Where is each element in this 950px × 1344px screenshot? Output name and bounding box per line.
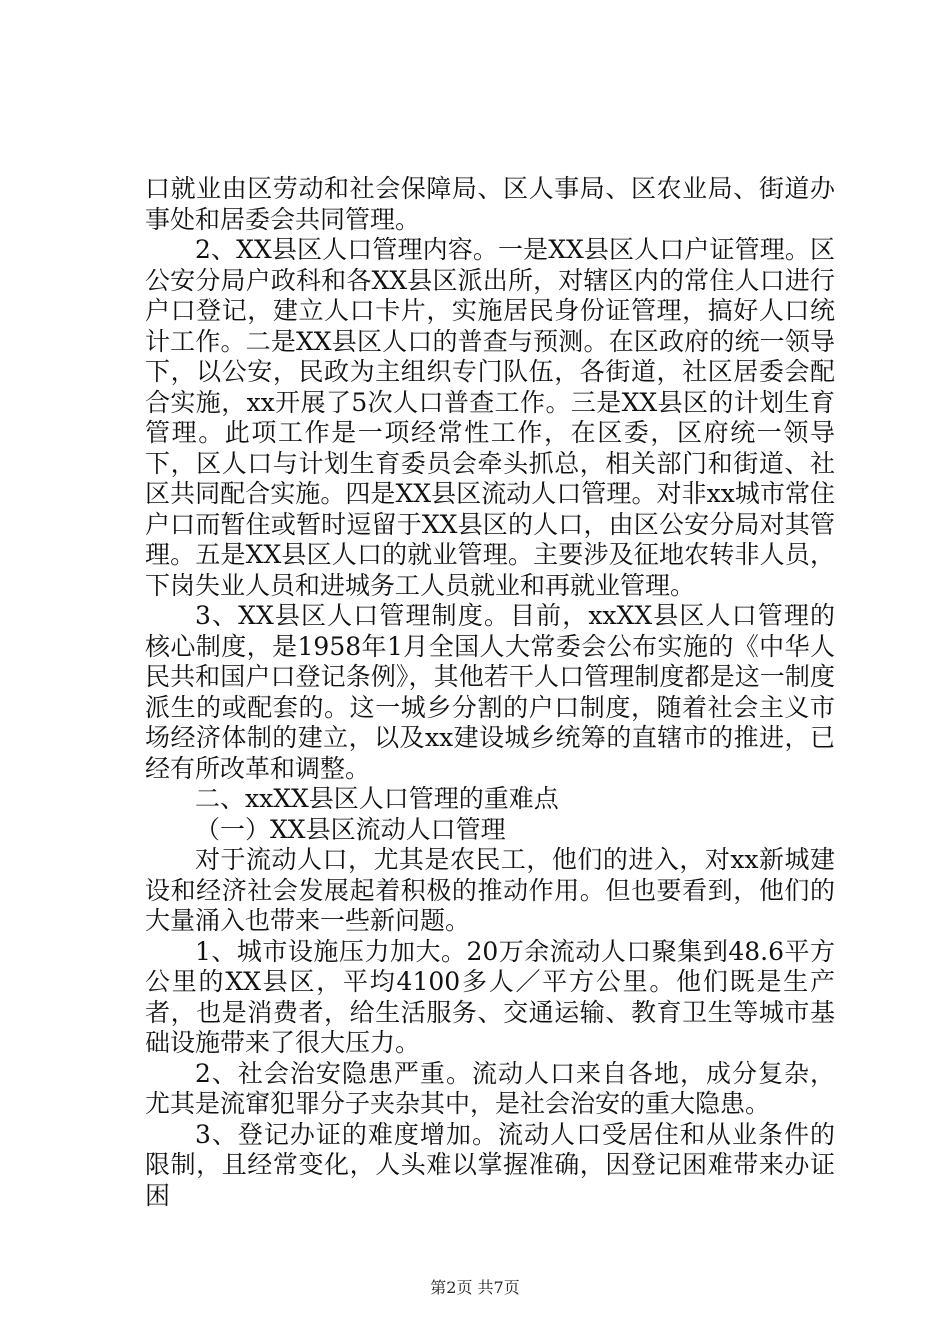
page-number-footer: 第2页 共7页 (430, 1278, 520, 1297)
section-heading: 二、xxXX县区人口管理的重难点 (195, 784, 559, 813)
paragraph-1: 口就业由区劳动和社会保障局、区人事局、区农业局、街道办事处和居委会共同管理。 (145, 174, 835, 234)
paragraph-2: 2、XX县区人口管理内容。一是XX县区人口户证管理。区公安分局户政科和各XX县区派出所，对辖区内的常住人口进行户口登记，建立人口卡片，实施居民身份证管理，搞好人口统计工作。二是XX县区人口的普查与预测。在区政府的统一领导下，以公安，民政为主组织专门队伍，各街道，社区居委会配合实施，xx开展了5次人口普查工作。三是XX县区的计划生育管理。此项工作是一项经常性工作，在区委，区府统一领导下，区人口与计划生育委员会牵头抓总，相关部门和街道、社区共同配合实施。四是XX县区流动人口管理。对非xx城市常住户口而暂住或暂时逗留于XX县区的人口，由区公安分局对其管理。五是XX县区人口的就业管理。主要涉及征地农转非人员，下岗失业人员和进城务工人员就业和再就业管理。 (145, 235, 835, 600)
paragraph-6: 对于流动人口，尤其是农民工，他们的进入，对xx新城建设和经济社会发展起着积极的推动作用。但也要看到，他们的大量涌入也带来一些新问题。 (145, 845, 835, 935)
paragraph-9: 3、登记办证的难度增加。流动人口受居住和从业条件的限制，且经常变化，人头难以掌握准确，因登记困难带来办证困 (145, 1119, 835, 1210)
paragraph-3: 3、XX县区人口管理制度。目前，xxXX县区人口管理的核心制度，是1958年1月全国人大常委会公布实施的《中华人民共和国户口登记条例》，其他若干人口管理制度都是这一制度派生的或配套的。这一城乡分割的户口制度，随着社会主义市场经济体制的建立，以及xx建设城乡统筹的直辖市的推进，已经有所改革和调整。 (145, 601, 835, 783)
paragraph-8: 2、社会治安隐患严重。流动人口来自各地，成分复杂，尤其是流窜犯罪分子夹杂其中，是社会治安的重大隐患。 (145, 1058, 835, 1118)
document-body (145, 174, 835, 1211)
subsection-heading: （一）XX县区流动人口管理 (195, 814, 506, 844)
paragraph-7: 1、城市设施压力加大。20万余流动人口聚集到48.6平方公里的XX县区，平均4100多人／平方公里。他们既是生产者，也是消费者，给生活服务、交通运输、教育卫生等城市基础设施带来了很大压力。 (145, 936, 835, 1057)
